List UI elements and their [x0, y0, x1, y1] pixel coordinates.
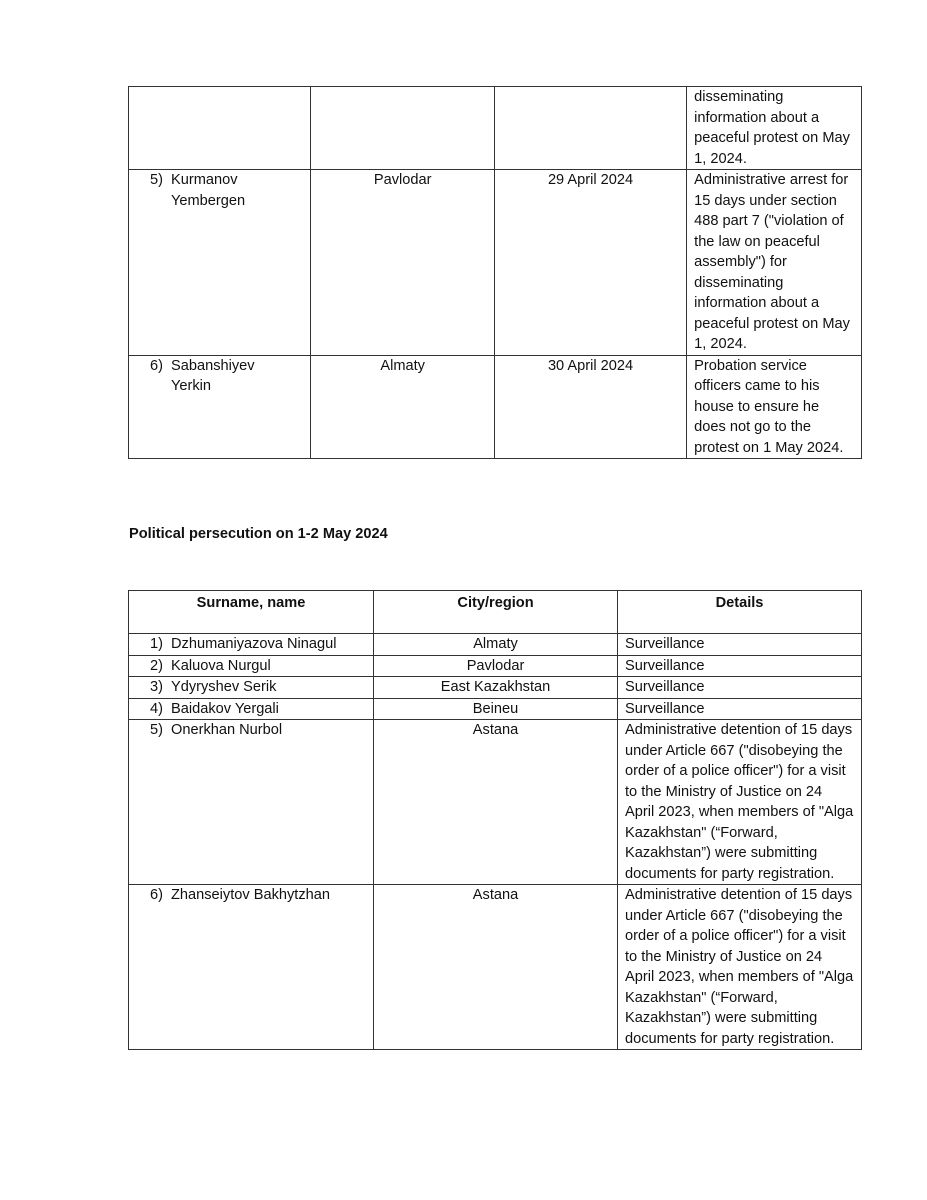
person-name: Dzhumaniyazova Ninagul [171, 636, 337, 652]
city-cell: Pavlodar [311, 170, 495, 356]
city-cell: Astana [374, 720, 618, 885]
date-cell: 30 April 2024 [494, 355, 686, 459]
table-row [129, 698, 862, 720]
details-cell: Surveillance [618, 698, 862, 720]
table-row [129, 355, 862, 459]
name-cell [129, 87, 311, 170]
person-name: Kaluova Nurgul [171, 657, 271, 674]
name-cell [129, 885, 374, 1050]
row-number: 4) [150, 700, 163, 717]
city-cell [311, 87, 495, 170]
details-cell: Surveillance [618, 634, 862, 656]
row-number: 3) [150, 679, 163, 695]
city-cell: Almaty [311, 355, 495, 459]
table-row [129, 885, 862, 1050]
city-cell: East Kazakhstan [374, 677, 618, 699]
city-cell: Beineu [374, 698, 618, 720]
city-cell: Pavlodar [374, 655, 618, 677]
row-number: 6) [150, 357, 163, 374]
person-name: Kurmanov Yembergen [171, 172, 246, 209]
details-cell: Administrative arrest for 15 days under section 488 part 7 ("violation of the law on peaceful assembly") for disseminating information about a peaceful protest on May 1, 2024. [687, 170, 862, 356]
table-row [129, 170, 862, 356]
name-cell [129, 655, 374, 677]
row-number: 6) [150, 887, 163, 903]
table-row [129, 677, 862, 699]
table-row [129, 655, 862, 677]
row-number: 2) [150, 657, 163, 674]
table-row [129, 634, 862, 656]
person-name: Sabanshiyev Yerkin [171, 357, 255, 394]
name-cell [129, 677, 374, 699]
persecution-table-continued [128, 86, 862, 459]
details-cell: Administrative detention of 15 days under Article 667 ("disobeying the order of a police officer") for a visit to the Ministry of Justice on 24 April 2023, when members of "Alga Kazakhstan" (“Forward, Kazakhstan”) were submitting documents for party registration. [618, 885, 862, 1050]
details-cell: Administrative detention of 15 days under Article 667 ("disobeying the order of a police officer") for a visit to the Ministry of Justice on 24 April 2023, when members of "Alga Kazakhstan" (“Forward, Kazakhstan”) were submitting documents for party registration. [618, 720, 862, 885]
row-number: 1) [150, 636, 163, 652]
date-cell: 29 April 2024 [494, 170, 686, 356]
name-cell [129, 355, 311, 459]
header-name: Surname, name [129, 591, 374, 634]
section-title: Political persecution on 1-2 May 2024 [129, 526, 388, 542]
persecution-table [128, 590, 862, 1050]
table-header-row [129, 591, 862, 634]
header-details: Details [618, 591, 862, 634]
name-cell [129, 634, 374, 656]
details-cell: Surveillance [618, 655, 862, 677]
details-cell: Probation service officers came to his house to ensure he does not go to the protest on 1 May 2024. [687, 355, 862, 459]
details-cell: disseminating information about a peaceful protest on May 1, 2024. [687, 87, 862, 170]
header-city: City/region [374, 591, 618, 634]
date-cell [494, 87, 686, 170]
details-cell: Surveillance [618, 677, 862, 699]
row-number: 5) [150, 722, 163, 738]
table-row [129, 720, 862, 885]
name-cell [129, 720, 374, 885]
person-name: Onerkhan Nurbol [171, 722, 283, 738]
row-number: 5) [150, 172, 163, 188]
city-cell: Astana [374, 885, 618, 1050]
name-cell [129, 170, 311, 356]
name-cell [129, 698, 374, 720]
table-row [129, 87, 862, 170]
person-name: Ydyryshev Serik [171, 679, 277, 695]
city-cell: Almaty [374, 634, 618, 656]
person-name: Baidakov Yergali [171, 700, 279, 717]
person-name: Zhanseiytov Bakhytzhan [171, 887, 330, 903]
